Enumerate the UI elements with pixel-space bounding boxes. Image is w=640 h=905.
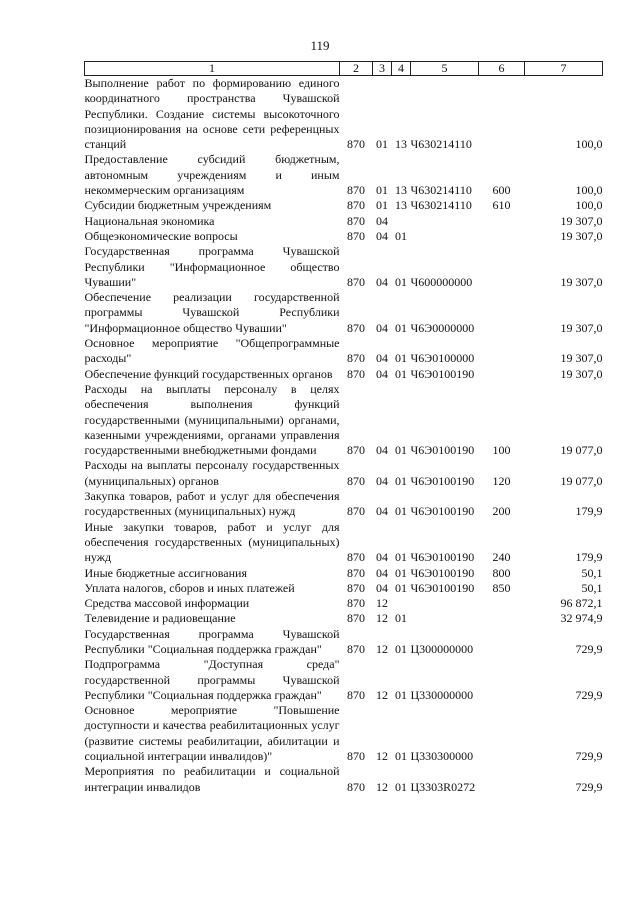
cell-subsection: 01 (395, 366, 407, 381)
column-header: 3 (373, 62, 392, 76)
budget-table (84, 61, 603, 795)
cell-section: 04 (376, 351, 388, 366)
cell-ministry-code: 870 (347, 320, 365, 335)
cell-amount: 19 307,0 (560, 274, 603, 289)
cell-subsection: 01 (395, 550, 407, 565)
table-row (85, 520, 603, 566)
row-name: Закупка товаров, работ и услуг для обеспечения государственных (муниципальных) нужд (84, 489, 340, 519)
cell-ministry-code: 870 (347, 779, 365, 794)
cell-target-article: Ц330300000 (410, 749, 474, 764)
cell-subsection: 01 (395, 274, 407, 289)
cell-expense-type (479, 657, 525, 703)
cell-amount: 729,9 (575, 687, 603, 702)
cell-ministry-code: 870 (347, 641, 365, 656)
table-row (85, 627, 603, 658)
row-name: Иные закупки товаров, работ и услуг для обеспечения государственных (муниципальных) нужд (84, 519, 340, 565)
cell-ministry-code: 870 (347, 580, 365, 595)
table-body (85, 76, 603, 795)
cell-expense-type: 200 (492, 504, 511, 519)
cell-amount: 19 307,0 (560, 213, 603, 228)
cell-section: 04 (376, 473, 388, 488)
table-row (85, 596, 603, 611)
cell-expense-type (479, 214, 525, 229)
table-row (85, 611, 603, 626)
cell-ministry-code: 870 (347, 366, 365, 381)
column-header: 6 (479, 62, 525, 76)
cell-expense-type (479, 703, 525, 764)
cell-target-article: Ч6Э0100190 (410, 550, 475, 565)
cell-section: 12 (376, 641, 388, 656)
table-row (85, 198, 603, 213)
cell-ministry-code: 870 (347, 565, 365, 580)
cell-ministry-code: 870 (347, 183, 365, 198)
cell-target-article: Ч6Э0100190 (410, 443, 475, 458)
cell-ministry-code: 870 (347, 611, 365, 626)
cell-expense-type: 600 (492, 183, 511, 198)
cell-amount: 100,0 (575, 137, 603, 152)
cell-ministry-code: 870 (347, 228, 365, 243)
cell-subsection: 01 (395, 779, 407, 794)
cell-subsection: 01 (395, 228, 407, 243)
cell-ministry-code: 870 (347, 596, 365, 611)
cell-section: 04 (376, 565, 388, 580)
cell-section: 04 (376, 213, 388, 228)
cell-amount: 729,9 (575, 749, 603, 764)
cell-target-article: Ц300000000 (410, 641, 474, 656)
cell-section: 04 (376, 228, 388, 243)
cell-section: 12 (376, 749, 388, 764)
cell-amount: 179,9 (575, 504, 603, 519)
cell-section: 04 (376, 550, 388, 565)
cell-subsection (392, 596, 411, 611)
row-name: Выполнение работ по формированию единого координатного пространства Чувашской Республики. Создание системы высокоточного позиционирования на основе сети референцных станций (84, 76, 340, 152)
cell-amount: 96 872,1 (560, 596, 603, 611)
cell-ministry-code: 870 (347, 550, 365, 565)
cell-expense-type (479, 367, 525, 382)
cell-amount: 19 307,0 (560, 351, 603, 366)
cell-amount: 100,0 (575, 198, 603, 213)
row-name: Расходы на выплаты персоналу государственных (муниципальных) органов (84, 458, 340, 488)
cell-amount: 50,1 (581, 565, 603, 580)
cell-target-article: Ч6Э0100190 (410, 504, 475, 519)
cell-subsection: 13 (395, 183, 407, 198)
row-name: Предоставление субсидий бюджетным, автономным учреждениям и иным некоммерческим организациям (84, 152, 340, 198)
table-row (85, 229, 603, 244)
cell-section: 04 (376, 504, 388, 519)
cell-section: 01 (376, 137, 388, 152)
cell-ministry-code: 870 (347, 213, 365, 228)
cell-section: 01 (376, 198, 388, 213)
cell-expense-type (479, 229, 525, 244)
cell-section: 12 (376, 596, 388, 611)
cell-ministry-code: 870 (347, 198, 365, 213)
row-name: Иные бюджетные ассигнования (84, 565, 247, 580)
cell-subsection: 01 (395, 504, 407, 519)
row-name: Субсидии бюджетным учреждениям (84, 198, 272, 213)
cell-section: 04 (376, 366, 388, 381)
cell-expense-type: 850 (492, 580, 511, 595)
cell-amount: 50,1 (581, 580, 603, 595)
cell-section: 04 (376, 580, 388, 595)
cell-section: 04 (376, 274, 388, 289)
cell-target-article: Ч6Э0100190 (410, 366, 475, 381)
cell-subsection: 01 (395, 443, 407, 458)
cell-amount: 19 077,0 (560, 473, 603, 488)
column-header: 2 (340, 62, 373, 76)
column-header: 5 (411, 62, 479, 76)
cell-target-article: Ч630214110 (410, 137, 472, 152)
cell-section: 04 (376, 320, 388, 335)
cell-target-article: Ч6Э0100000 (410, 351, 475, 366)
row-name: Мероприятия по реабилитации и социальной интеграции инвалидов (84, 764, 340, 794)
cell-subsection: 01 (395, 473, 407, 488)
cell-target-article: Ч600000000 (410, 274, 473, 289)
cell-subsection: 01 (395, 611, 407, 626)
cell-target-article: Ч6Э0000000 (410, 320, 475, 335)
cell-amount: 729,9 (575, 641, 603, 656)
cell-subsection: 01 (395, 580, 407, 595)
column-number-row (85, 62, 603, 76)
row-name: Обеспечение функций государственных органов (84, 366, 333, 381)
column-header: 7 (525, 62, 603, 76)
cell-expense-type (479, 596, 525, 611)
row-name: Государственная программа Чувашской Республики "Социальная поддержка граждан" (84, 626, 340, 656)
cell-subsection: 13 (395, 137, 407, 152)
table-row (85, 764, 603, 795)
cell-target-article (411, 596, 479, 611)
cell-expense-type (479, 290, 525, 336)
cell-amount: 19 307,0 (560, 366, 603, 381)
cell-target-article: Ч6Э0100190 (410, 565, 475, 580)
table-row (85, 367, 603, 382)
cell-amount: 729,9 (575, 779, 603, 794)
cell-expense-type (479, 764, 525, 795)
cell-subsection: 13 (395, 198, 407, 213)
cell-ministry-code: 870 (347, 137, 365, 152)
cell-expense-type: 100 (492, 443, 511, 458)
row-name: Обеспечение реализации государственной программы Чувашской Республики "Информационное общество Чувашии" (84, 290, 340, 335)
cell-amount: 19 307,0 (560, 228, 603, 243)
cell-subsection: 01 (395, 320, 407, 335)
table-row (85, 152, 603, 198)
cell-target-article: Ч6Э0100190 (410, 473, 475, 488)
cell-target-article: Ц3303R0272 (410, 779, 476, 794)
column-header: 1 (85, 62, 340, 76)
row-name: Телевидение и радиовещание (84, 611, 236, 626)
cell-expense-type: 610 (492, 198, 511, 213)
cell-expense-type: 120 (492, 473, 511, 488)
cell-section: 12 (376, 687, 388, 702)
cell-expense-type: 800 (492, 565, 511, 580)
cell-subsection: 01 (395, 687, 407, 702)
cell-ministry-code: 870 (347, 687, 365, 702)
table-row (85, 76, 603, 153)
cell-amount: 32 974,9 (560, 611, 603, 626)
cell-section: 12 (376, 611, 388, 626)
cell-expense-type (479, 76, 525, 153)
table-row (85, 214, 603, 229)
cell-section: 01 (376, 183, 388, 198)
cell-amount: 19 307,0 (560, 320, 603, 335)
table-row (85, 244, 603, 290)
row-name: Средства массовой информации (84, 596, 250, 611)
row-name: Национальная экономика (84, 213, 215, 228)
cell-ministry-code: 870 (347, 504, 365, 519)
cell-target-article (411, 229, 479, 244)
cell-target-article: Ч6Э0100190 (410, 580, 475, 595)
cell-target-article: Ч630214110 (410, 183, 472, 198)
cell-amount: 19 077,0 (560, 443, 603, 458)
row-name: Уплата налогов, сборов и иных платежей (84, 580, 295, 595)
table-row (85, 566, 603, 581)
row-name: Расходы на выплаты персоналу в целях обеспечения выполнения функций государственными (муниципальными) органами, казенными учреждениями, органами управления государственными внебюджетными фондами (84, 381, 340, 458)
cell-subsection: 01 (395, 749, 407, 764)
table-row (85, 657, 603, 703)
cell-target-article (411, 214, 479, 229)
cell-target-article (411, 611, 479, 626)
page-number: 119 (310, 38, 330, 53)
table-row (85, 489, 603, 520)
cell-expense-type (479, 627, 525, 658)
cell-ministry-code: 870 (347, 274, 365, 289)
row-name: Общеэкономические вопросы (84, 228, 238, 243)
table-row (85, 290, 603, 336)
cell-section: 12 (376, 779, 388, 794)
row-name: Основное мероприятие "Повышение доступности и качества реабилитационных услуг (развитие системы реабилитации, абилитации и социальной интеграции инвалидов)" (84, 703, 340, 764)
cell-expense-type: 240 (492, 550, 511, 565)
table-row (85, 382, 603, 458)
table-row (85, 581, 603, 596)
cell-ministry-code: 870 (347, 351, 365, 366)
row-name: Подпрограмма "Доступная среда" государственной программы Чувашской Республики "Социальная поддержка граждан" (84, 657, 340, 702)
cell-target-article: Ч630214110 (410, 198, 472, 213)
table-row (85, 336, 603, 367)
cell-amount: 179,9 (575, 550, 603, 565)
column-header: 4 (392, 62, 411, 76)
cell-subsection (392, 214, 411, 229)
cell-subsection: 01 (395, 641, 407, 656)
cell-expense-type (479, 336, 525, 367)
table-row (85, 703, 603, 764)
cell-ministry-code: 870 (347, 443, 365, 458)
cell-amount: 100,0 (575, 183, 603, 198)
cell-expense-type (479, 611, 525, 626)
row-name: Основное мероприятие "Общепрограммные расходы" (84, 336, 340, 366)
cell-ministry-code: 870 (347, 749, 365, 764)
row-name: Государственная программа Чувашской Республики "Информационное общество Чувашии" (84, 244, 340, 289)
table-row (85, 458, 603, 489)
cell-section: 04 (376, 443, 388, 458)
cell-ministry-code: 870 (347, 473, 365, 488)
cell-expense-type (479, 244, 525, 290)
cell-subsection: 01 (395, 565, 407, 580)
cell-subsection: 01 (395, 351, 407, 366)
cell-target-article: Ц330000000 (410, 687, 474, 702)
